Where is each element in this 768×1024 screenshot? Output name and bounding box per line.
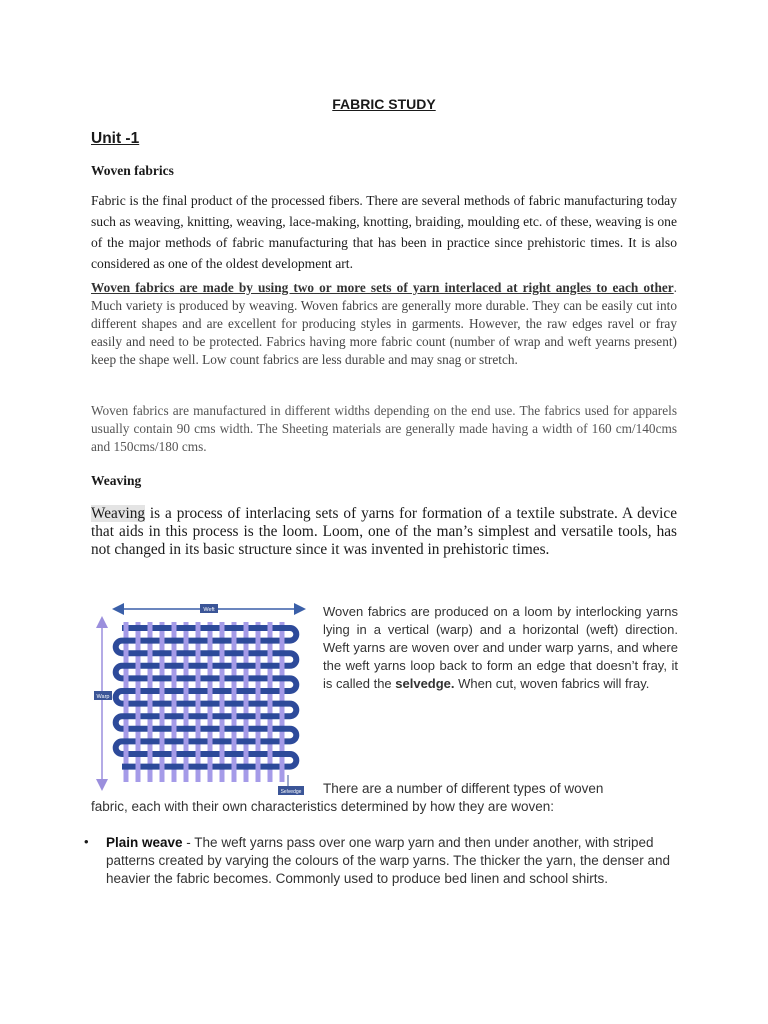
weave-grid [116,622,297,782]
warp-over-crossing [208,662,213,670]
paragraph-types-line2: fabric, each with their own characteristics determined by how they are woven: [91,799,554,814]
warp-over-crossing [244,674,249,682]
warp-over-crossing [244,750,249,758]
warp-over-crossing [136,687,141,695]
weave-diagram [92,600,307,796]
warp-over-crossing [124,624,129,632]
warp-over-crossing [136,637,141,645]
unit-heading: Unit -1 [91,130,140,147]
warp-over-crossing [196,725,201,733]
paragraph-types-line1: There are a number of different types of woven [323,781,604,796]
warp-over-crossing [172,674,177,682]
warp-over-crossing [244,624,249,632]
warp-over-crossing [280,662,285,670]
warp-over-crossing [268,725,273,733]
page-title: FABRIC STUDY [332,96,436,112]
warp-over-crossing [148,750,153,758]
warp-over-crossing [124,674,129,682]
warp-over-crossing [184,763,189,771]
warp-over-crossing [256,712,261,720]
plain-weave-description: - The weft yarns pass over one warp yarn and then under another, with striped patterns created by varying the colours of the warp yarns. The thicker the yarn, the denser and heavier the fabric becomes. Commonly used to produce bed linen and school shirts. [106,835,671,886]
warp-over-crossing [256,662,261,670]
warp-over-crossing [160,712,165,720]
loom-description-end: When cut, woven fabrics will fray. [454,676,650,691]
woven-definition-lead: Woven fabrics are made by using two or more sets of yarn interlaced at right angles to each other [91,280,674,295]
warp-over-crossing [208,637,213,645]
warp-over-crossing [196,674,201,682]
warp-over-crossing [268,674,273,682]
warp-over-crossing [232,712,237,720]
warp-over-crossing [184,737,189,745]
warp-over-crossing [184,687,189,695]
warp-over-crossing [280,712,285,720]
warp-label: Warp [96,694,110,700]
warp-over-crossing [172,649,177,657]
warp-over-crossing [172,725,177,733]
warp-over-crossing [184,662,189,670]
warp-over-crossing [172,750,177,758]
warp-over-crossing [124,750,129,758]
warp-over-crossing [196,624,201,632]
warp-over-crossing [256,763,261,771]
warp-over-crossing [124,700,129,708]
warp-over-crossing [148,674,153,682]
warp-over-crossing [148,624,153,632]
warp-over-crossing [148,649,153,657]
warp-over-crossing [232,737,237,745]
warp-over-crossing [232,687,237,695]
warp-over-crossing [124,725,129,733]
warp-over-crossing [208,763,213,771]
warp-over-crossing [160,763,165,771]
warp-over-crossing [148,725,153,733]
loom-description-body: Woven fabrics are produced on a loom by interlocking yarns lying in a vertical (warp) and a horizontal (weft) direction. Weft yarns are woven over and under warp yarns, and where the weft yarns loop back to form an edge that doesn’t fray, it is called the [323,604,678,691]
paragraph-woven-definition [91,279,677,369]
warp-over-crossing [268,700,273,708]
warp-over-crossing [208,737,213,745]
warp-over-crossing [196,700,201,708]
warp-over-crossing [256,687,261,695]
warp-over-crossing [244,725,249,733]
warp-over-crossing [280,687,285,695]
bullet-dot-icon: • [84,834,89,849]
warp-over-crossing [160,687,165,695]
selvedge-term: selvedge. [395,676,455,691]
warp-over-crossing [244,700,249,708]
warp-over-crossing [160,662,165,670]
weft-label: Weft [203,607,215,613]
warp-over-crossing [268,750,273,758]
warp-over-crossing [136,712,141,720]
warp-over-crossing [220,725,225,733]
woven-definition-body: . Much variety is produced by weaving. Woven fabrics are generally more durable. They can be easily cut into different shapes and are excellent for producing styles in garments. However, the raw edges ravel or fray easily and need to be protected. Fabrics having more fabric count (number of wrap and weft yearns present) keep the shape well. Low count fabrics are less durable and may snag or stretch. [91,280,677,367]
paragraph-loom-description [323,603,678,693]
warp-over-crossing [220,700,225,708]
warp-over-crossing [268,624,273,632]
warp-over-crossing [280,637,285,645]
warp-over-crossing [220,750,225,758]
paragraph-fabric-intro: Fabric is the final product of the processed fibers. There are several methods of fabric manufacturing today such as weaving, knitting, weaving, lace-making, knotting, braiding, moulding etc. of these, weaving is one of the major methods of fabric manufacturing that has been in practice since prehistoric times. It is also considered as one of the oldest development art. [91,193,677,271]
warp-over-crossing [268,649,273,657]
warp-over-crossing [136,737,141,745]
warp-over-crossing [232,662,237,670]
warp-over-crossing [136,763,141,771]
warp-over-crossing [184,712,189,720]
warp-over-crossing [184,637,189,645]
warp-over-crossing [232,763,237,771]
section-heading-weaving: Weaving [91,473,142,488]
warp-over-crossing [220,674,225,682]
warp-over-crossing [160,737,165,745]
warp-over-crossing [280,737,285,745]
warp-over-crossing [208,687,213,695]
warp-over-crossing [220,624,225,632]
warp-over-crossing [256,637,261,645]
warp-over-crossing [136,662,141,670]
warp-over-crossing [124,649,129,657]
paragraph-weaving-process [91,505,677,559]
section-heading-woven-fabrics: Woven fabrics [91,163,174,178]
warp-over-crossing [280,763,285,771]
warp-over-crossing [172,700,177,708]
warp-over-crossing [208,712,213,720]
weaving-process-body: is a process of interlacing sets of yarns for formation of a textile substrate. A device that aids in this process is the loom. Loom, one of the man’s simplest and versatile tools, has not changed in its basic structure since it was invented in prehistoric times. [91,505,677,558]
paragraph-fabric-widths: Woven fabrics are manufactured in different widths depending on the end use. The fabrics used for apparels usually contain 90 cms width. The Sheeting materials are generally made having a width of 160 cm/140cms and 150cms/180 cms. [91,403,677,454]
warp-over-crossing [148,700,153,708]
warp-over-crossing [196,649,201,657]
weaving-highlight: Weaving [91,505,145,522]
list-item-plain-weave [106,834,686,888]
warp-over-crossing [232,637,237,645]
plain-weave-label: Plain weave [106,835,183,850]
warp-over-crossing [172,624,177,632]
selvedge-label: Selvedge [280,789,302,795]
warp-over-crossing [160,637,165,645]
warp-over-crossing [244,649,249,657]
warp-over-crossing [196,750,201,758]
warp-over-crossing [256,737,261,745]
warp-over-crossing [220,649,225,657]
